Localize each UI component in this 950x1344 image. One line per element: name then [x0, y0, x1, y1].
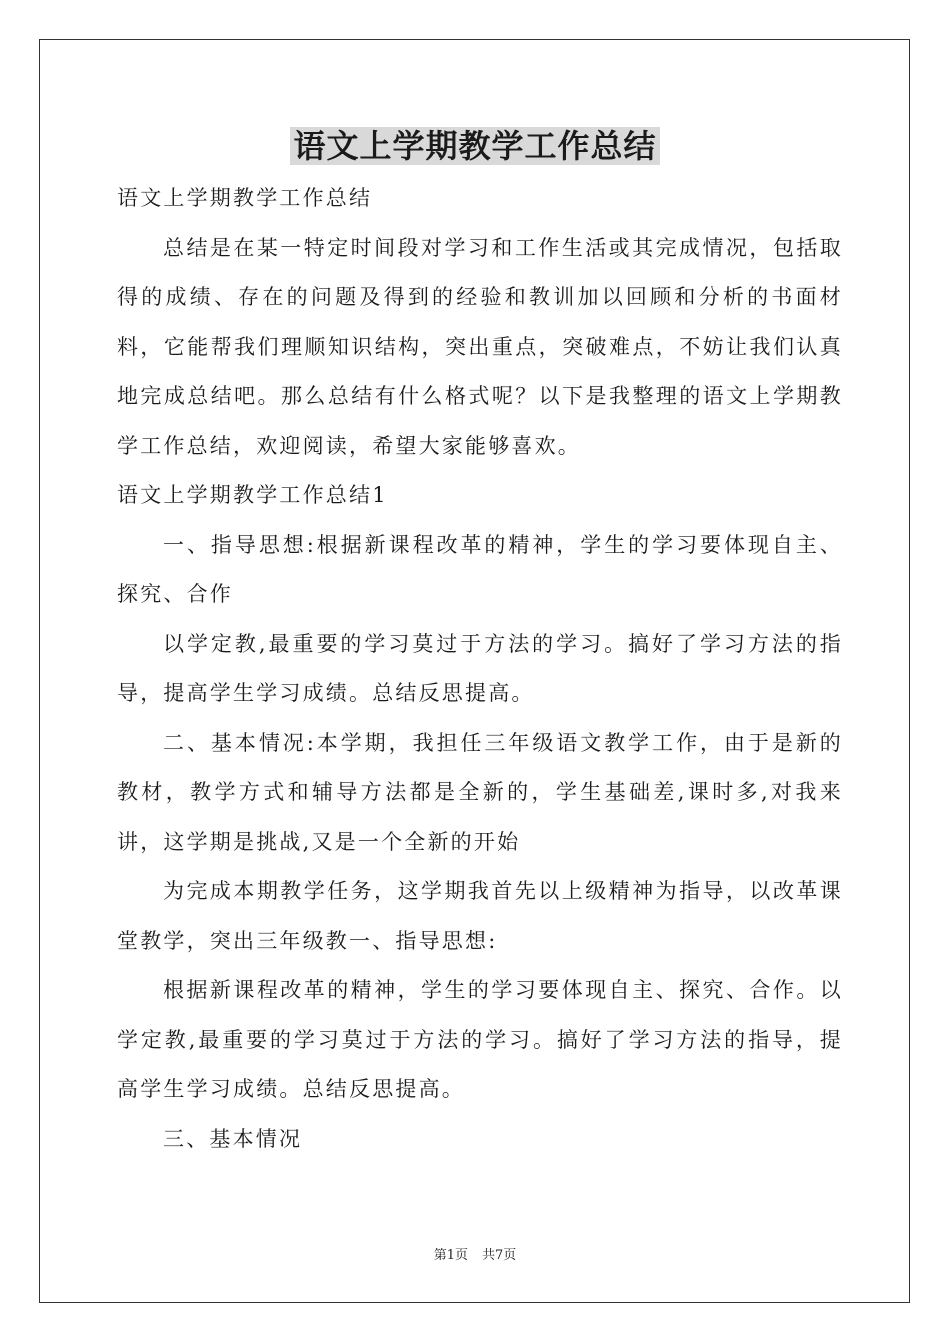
page-footer	[0, 1246, 950, 1266]
paragraph-teaching-method: 以学定教,最重要的学习莫过于方法的学习。搞好了学习方法的指导，提高学生学习成绩。总结反思提高。	[117, 631, 843, 705]
page-total: 共7页	[482, 1248, 517, 1263]
paragraph-subtitle: 语文上学期教学工作总结	[117, 186, 373, 210]
paragraph-intro: 总结是在某一特定时间段对学习和工作生活或其完成情况，包括取得的成绩、存在的问题及得到的经验和教训加以回顾和分析的书面材料，它能帮我们理顺知识结构，突出重点，突破难点，不妨让我们认真地完成总结吧。那么总结有什么格式呢？以下是我整理的语文上学期教学工作总结，欢迎阅读，希望大家能够喜欢。	[117, 235, 843, 458]
paragraph-section-heading: 语文上学期教学工作总结1	[117, 483, 388, 507]
paragraph-basic-situation-heading: 三、基本情况	[163, 1126, 303, 1151]
paragraph-guiding-thought: 一、指导思想:根据新课程改革的精神，学生的学习要体现自主、探究、合作	[117, 532, 843, 606]
paragraph-basic-situation: 二、基本情况:本学期，我担任三年级语文教学工作，由于是新的教材，教学方式和辅导方法都是全新的，学生基础差,课时多,对我来讲，这学期是挑战,又是一个全新的开始	[117, 730, 843, 854]
page-number: 第1页	[433, 1248, 468, 1263]
document-title-text: 语文上学期教学工作总结	[290, 127, 659, 165]
paragraph-task-plan: 为完成本期教学任务，这学期我首先以上级精神为指导，以改革课堂教学，突出三年级教一、指导思想:	[117, 879, 843, 953]
document-body	[117, 174, 843, 1164]
document-title	[0, 122, 950, 170]
paragraph-reform-spirit: 根据新课程改革的精神，学生的学习要体现自主、探究、合作。以学定教,最重要的学习莫过于方法的学习。搞好了学习方法的指导，提高学生学习成绩。总结反思提高。	[117, 978, 843, 1101]
